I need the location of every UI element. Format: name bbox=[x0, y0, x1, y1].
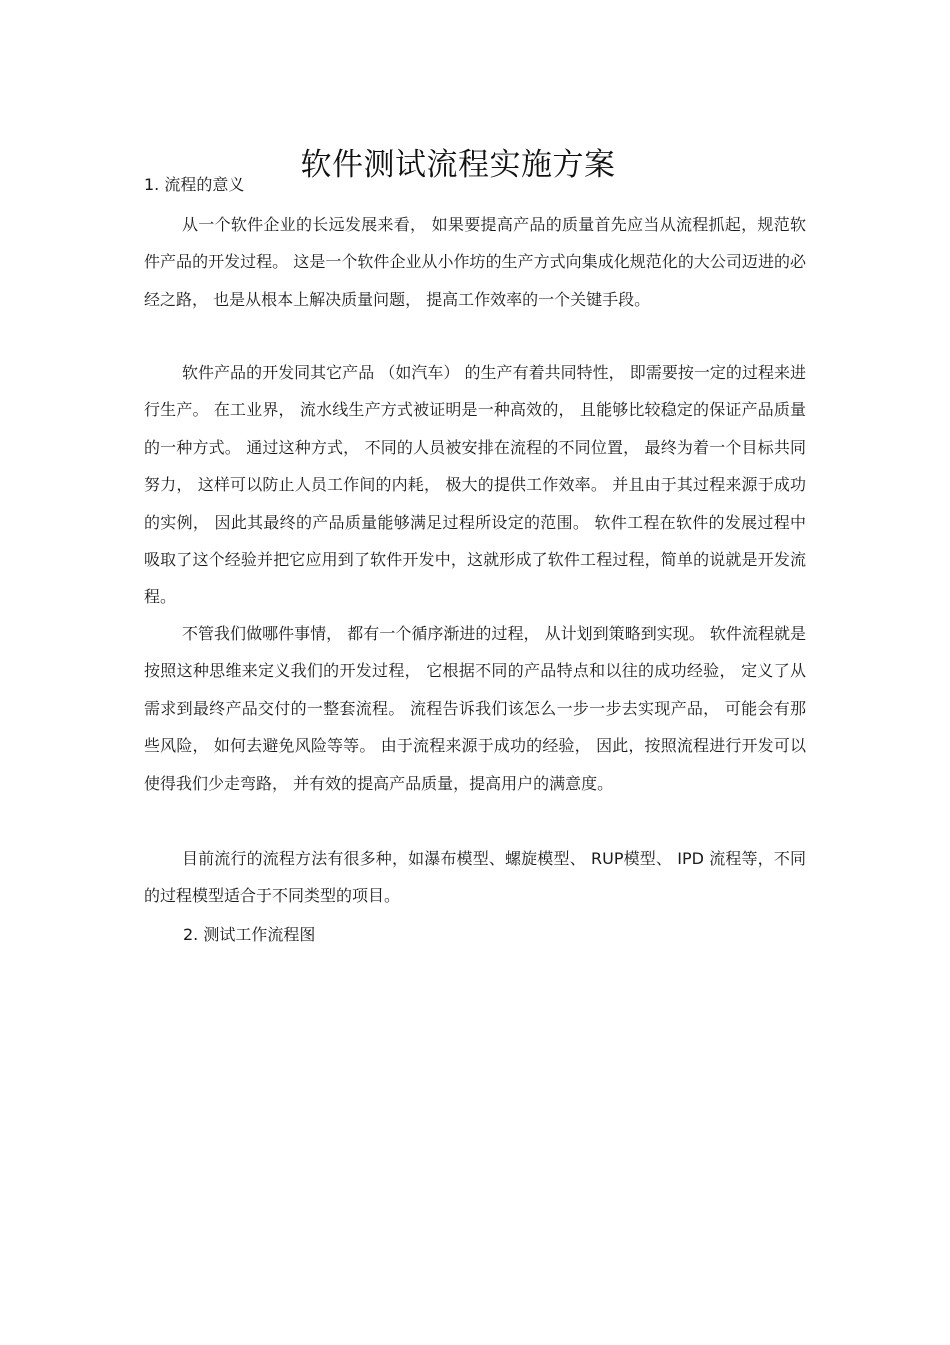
paragraph-2: 软件产品的开发同其它产品 （如汽车） 的生产有着共同特性， 即需要按一定的过程来进行生产。 在工业界， 流水线生产方式被证明是一种高效的， 且能够比较稳定的保证产品质量的一种方式。 通过这种方式， 不同的人员被安排在流程的不同位置， 最终为着一个目标共同努力， 这样可以防止人员工作间的内耗， 极大的提供工作效率。 并且由于其过程来源于成功的实例， 因此其最终的产品质量能够满足过程所设定的范围。 软件工程在软件的发展过程中吸取了这个经验并把它应用到了软件开发中，这就形成了软件工程过程，简单的说就是开发流程。 bbox=[144, 363, 806, 607]
paragraph-1: 从一个软件企业的长远发展来看， 如果要提高产品的质量首先应当从流程抓起，规范软件产品的开发过程。 这是一个软件企业从小作坊的生产方式向集成化规范化的大公司迈进的必经之路， 也是从根本上解决质量问题， 提高工作效率的一个关键手段。 bbox=[144, 215, 806, 309]
section-heading-1: 1. 流程的意义 bbox=[144, 175, 245, 194]
paragraph-4: 目前流行的流程方法有很多种，如瀑布模型、螺旋模型、 RUP模型、 IPD 流程等，不同的过程模型适合于不同类型的项目。 bbox=[144, 849, 806, 906]
section-heading-2: 2. 测试工作流程图 bbox=[183, 925, 316, 944]
paragraph-3: 不管我们做哪件事情， 都有一个循序渐进的过程， 从计划到策略到实现。 软件流程就是按照这种思维来定义我们的开发过程， 它根据不同的产品特点和以往的成功经验， 定义了从需求到最终产品交付的一整套流程。 流程告诉我们该怎么一步一步去实现产品， 可能会有那些风险， 如何去避免风险等等。 由于流程来源于成功的经验， 因此，按照流程进行开发可以使得我们少走弯路， 并有效的提高产品质量，提高用户的满意度。 bbox=[144, 624, 806, 793]
page-title: 软件测试流程实施方案 bbox=[300, 146, 616, 183]
